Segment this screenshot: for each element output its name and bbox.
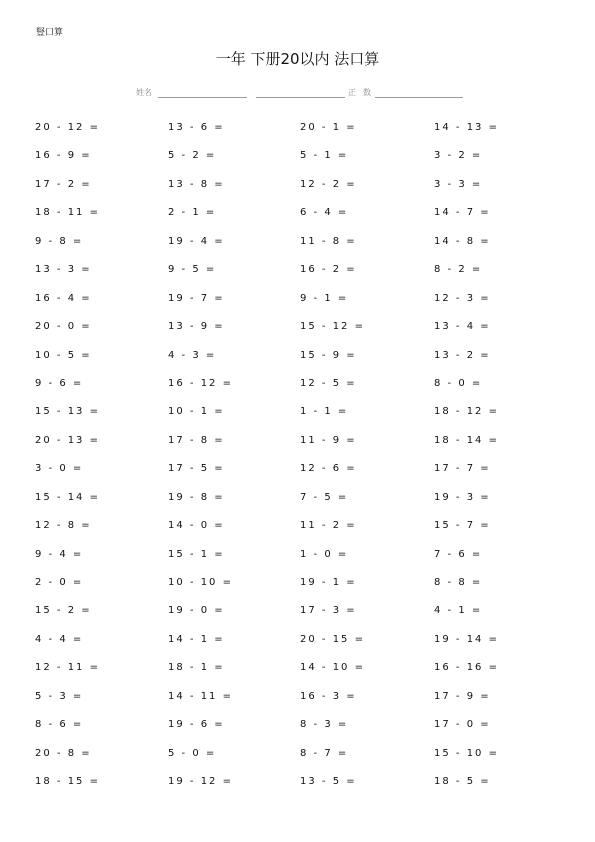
problem-item: 13 - 8 =	[168, 178, 225, 190]
problem-item: 8 - 0 =	[434, 377, 483, 389]
problem-item: 12 - 11 =	[35, 662, 100, 674]
problem-item: 19 - 14 =	[434, 633, 499, 645]
problem-item: 12 - 6 =	[300, 463, 357, 475]
correct-count-blank-line	[375, 97, 463, 98]
problem-item: 3 - 0 =	[35, 463, 84, 475]
problem-item: 13 - 4 =	[434, 321, 491, 333]
problem-item: 17 - 7 =	[434, 463, 491, 475]
problem-item: 18 - 1 =	[168, 662, 225, 674]
problem-item: 4 - 1 =	[434, 605, 483, 617]
problem-item: 17 - 2 =	[35, 178, 92, 190]
problem-item: 18 - 15 =	[35, 776, 100, 788]
problem-item: 18 - 11 =	[35, 207, 100, 219]
problem-item: 10 - 10 =	[168, 577, 233, 588]
problem-item: 4 - 4 =	[35, 633, 84, 645]
problem-item: 7 - 5 =	[300, 491, 349, 503]
problem-item: 5 - 3 =	[35, 690, 84, 702]
problem-item: 15 - 10 =	[434, 747, 499, 759]
problem-item: 15 - 14 =	[35, 491, 100, 503]
name-blank-line	[158, 97, 247, 98]
problem-item: 20 - 0 =	[35, 321, 92, 333]
problem-item: 3 - 2 =	[434, 150, 483, 162]
problem-item: 16 - 12 =	[168, 377, 233, 389]
problem-item: 17 - 3 =	[300, 605, 357, 617]
problem-item: 19 - 12 =	[168, 776, 233, 788]
problem-item: 8 - 3 =	[300, 719, 349, 731]
problem-item: 20 - 1 =	[300, 122, 357, 133]
problem-item: 17 - 8 =	[168, 434, 225, 446]
problem-item: 14 - 11 =	[168, 690, 233, 702]
problem-item: 5 - 1 =	[300, 150, 349, 162]
problem-item: 11 - 9 =	[300, 434, 357, 446]
problem-item: 2 - 0 =	[35, 577, 84, 588]
problem-item: 11 - 2 =	[300, 520, 357, 532]
problem-item: 14 - 8 =	[434, 235, 491, 247]
problem-item: 13 - 3 =	[35, 264, 92, 276]
problem-item: 11 - 8 =	[300, 235, 357, 247]
correct-label-1: 正	[348, 88, 356, 97]
problem-grid	[35, 118, 575, 801]
problem-item: 9 - 6 =	[35, 377, 84, 389]
problem-item: 13 - 5 =	[300, 776, 357, 788]
problem-item: 14 - 0 =	[168, 520, 225, 532]
problem-item: 10 - 5 =	[35, 349, 92, 361]
name-field[interactable]	[136, 88, 248, 100]
problem-item: 20 - 12 =	[35, 122, 100, 133]
problem-item: 19 - 4 =	[168, 235, 225, 247]
problem-item: 12 - 2 =	[300, 178, 357, 190]
problem-item: 19 - 7 =	[168, 292, 225, 304]
problem-item: 15 - 2 =	[35, 605, 92, 617]
page-title: 一年 下册20以内 法口算	[215, 50, 380, 68]
problem-item: 20 - 8 =	[35, 747, 92, 759]
problem-item: 5 - 2 =	[168, 150, 217, 162]
problem-item: 14 - 7 =	[434, 207, 491, 219]
problem-item: 18 - 12 =	[434, 406, 499, 418]
problem-item: 9 - 8 =	[35, 235, 84, 247]
problem-item: 6 - 4 =	[300, 207, 349, 219]
problem-item: 16 - 16 =	[434, 662, 499, 674]
problem-item: 18 - 14 =	[434, 434, 499, 446]
problem-item: 19 - 0 =	[168, 605, 225, 617]
problem-item: 15 - 9 =	[300, 349, 357, 361]
problem-item: 15 - 13 =	[35, 406, 100, 418]
problem-item: 20 - 15 =	[300, 633, 365, 645]
problem-item: 9 - 1 =	[300, 292, 349, 304]
problem-item: 14 - 1 =	[168, 633, 225, 645]
problem-item: 17 - 5 =	[168, 463, 225, 475]
problem-item: 1 - 0 =	[300, 548, 349, 560]
problem-item: 12 - 8 =	[35, 520, 92, 532]
blank-line	[256, 97, 345, 98]
problem-item: 8 - 2 =	[434, 264, 483, 276]
problem-item: 19 - 3 =	[434, 491, 491, 503]
problem-item: 2 - 1 =	[168, 207, 217, 219]
problem-item: 15 - 7 =	[434, 520, 491, 532]
name-label: 姓名	[136, 88, 152, 97]
problem-item: 12 - 5 =	[300, 377, 357, 389]
correct-label-2: 数	[363, 88, 371, 97]
problem-item: 12 - 3 =	[434, 292, 491, 304]
problem-item: 9 - 5 =	[168, 264, 217, 276]
problem-item: 13 - 2 =	[434, 349, 491, 361]
problem-item: 9 - 4 =	[35, 548, 84, 560]
problem-item: 8 - 8 =	[434, 577, 483, 588]
problem-item: 15 - 12 =	[300, 321, 365, 333]
problem-item: 19 - 8 =	[168, 491, 225, 503]
problem-item: 16 - 4 =	[35, 292, 92, 304]
problem-item: 19 - 6 =	[168, 719, 225, 731]
problem-item: 15 - 1 =	[168, 548, 225, 560]
problem-item: 3 - 3 =	[434, 178, 483, 190]
problem-item: 18 - 5 =	[434, 776, 491, 788]
problem-item: 10 - 1 =	[168, 406, 225, 418]
problem-item: 17 - 9 =	[434, 690, 491, 702]
problem-item: 14 - 13 =	[434, 122, 499, 133]
problem-item: 13 - 6 =	[168, 122, 225, 133]
problem-item: 1 - 1 =	[300, 406, 349, 418]
problem-item: 16 - 9 =	[35, 150, 92, 162]
blank-field[interactable]	[256, 88, 346, 100]
problem-item: 4 - 3 =	[168, 349, 217, 361]
problem-item: 16 - 2 =	[300, 264, 357, 276]
correct-count-field[interactable]	[348, 88, 464, 100]
problem-item: 13 - 9 =	[168, 321, 225, 333]
problem-item: 20 - 13 =	[35, 434, 100, 446]
problem-item: 14 - 10 =	[300, 662, 365, 674]
problem-item: 16 - 3 =	[300, 690, 357, 702]
corner-label: 豎口算	[36, 28, 64, 38]
problem-item: 19 - 1 =	[300, 577, 357, 588]
problem-item: 8 - 7 =	[300, 747, 349, 759]
problem-item: 7 - 6 =	[434, 548, 483, 560]
problem-item: 17 - 0 =	[434, 719, 491, 731]
problem-item: 5 - 0 =	[168, 747, 217, 759]
problem-item: 8 - 6 =	[35, 719, 84, 731]
